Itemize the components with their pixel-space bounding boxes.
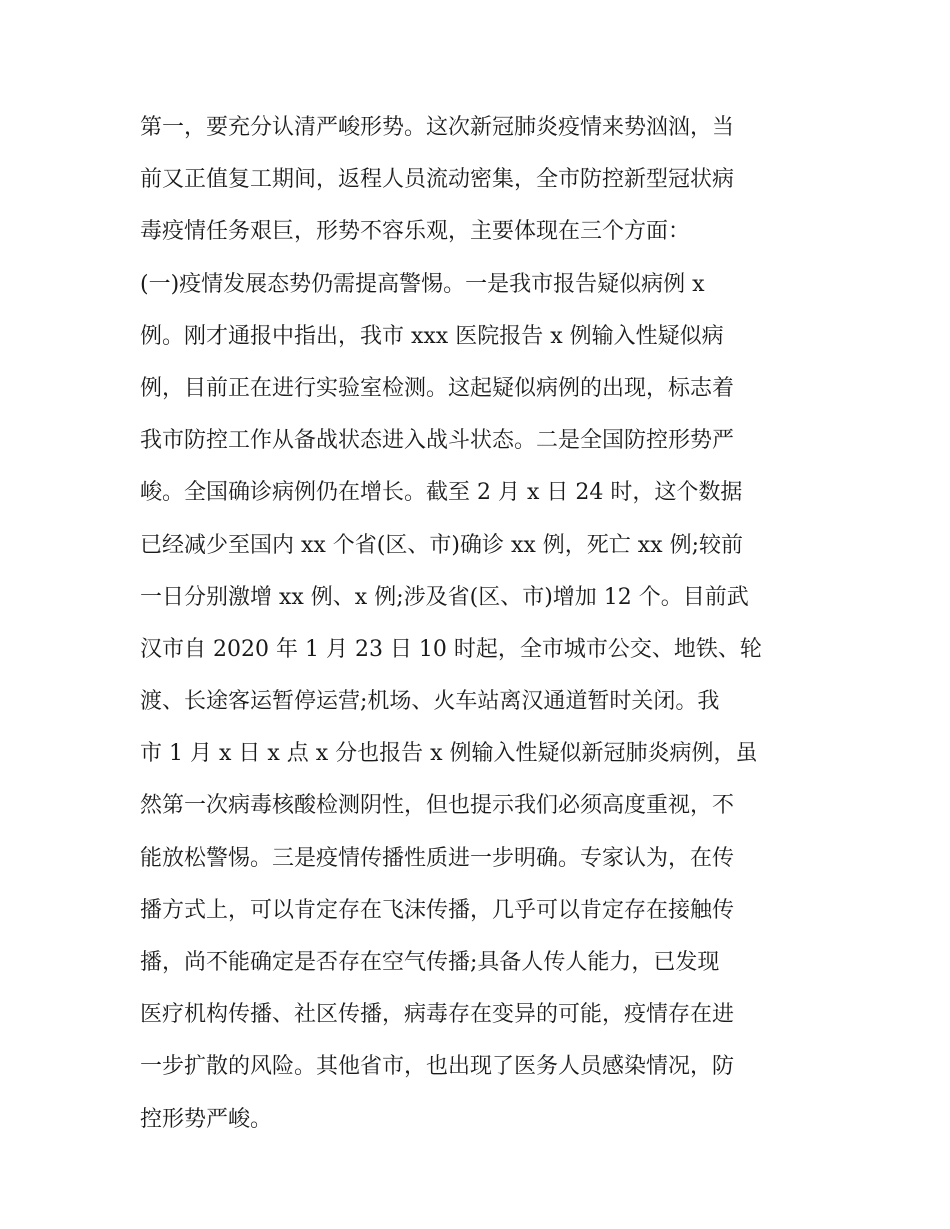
text-line: 一日分别激增 xx 例、x 例;涉及省(区、市)增加 12 个。目前武 (140, 584, 749, 610)
text-line: 控形势严峻。 (140, 1106, 273, 1132)
text-line: 峻。全国确诊病例仍在增长。截至 2 月 x 日 24 时，这个数据 (140, 480, 743, 506)
text-line: 医疗机构传播、社区传播，病毒存在变异的可能，疫情存在进 (140, 1002, 735, 1028)
text-line: 前又正值复工期间，返程人员流动密集，全市防控新型冠状病 (140, 167, 735, 193)
text-line: 例，目前正在进行实验室检测。这起疑似病例的出现，标志着 (140, 375, 735, 401)
text-line: 然第一次病毒核酸检测阴性，但也提示我们必须高度重视，不 (140, 793, 735, 819)
text-line: 第一，要充分认清严峻形势。这次新冠肺炎疫情来势汹汹，当 (140, 115, 735, 140)
text-line: 已经减少至国内 xx 个省(区、市)确诊 xx 例，死亡 xx 例;较前 (140, 532, 743, 558)
text-line: 汉市自 2020 年 1 月 23 日 10 时起，全市城市公交、地铁、轮 (140, 636, 762, 662)
text-line: 一步扩散的风险。其他省市，也出现了医务人员感染情况，防 (140, 1054, 735, 1080)
text-line: 市 1 月 x 日 x 点 x 分也报告 x 例输入性疑似新冠肺炎病例，虽 (140, 741, 758, 767)
text-line: 播，尚不能确定是否存在空气传播;具备人传人能力，已发现 (140, 950, 720, 975)
text-line: 我市防控工作从备战状态进入战斗状态。二是全国防控形势严 (140, 428, 735, 454)
text-line: 能放松警惕。三是疫情传播性质进一步明确。专家认为，在传 (140, 845, 735, 871)
text-line: 毒疫情任务艰巨，形势不容乐观，主要体现在三个方面： (140, 219, 691, 245)
text-line: 播方式上，可以肯定存在飞沫传播，几乎可以肯定存在接触传 (140, 897, 735, 923)
text-line: (一)疫情发展态势仍需提高警惕。一是我市报告疑似病例 x (140, 271, 705, 297)
text-line: 渡、长途客运暂停运营;机场、火车站离汉通道暂时关闭。我 (140, 689, 720, 715)
text-line: 例。刚才通报中指出，我市 xxx 医院报告 x 例输入性疑似病 (140, 323, 724, 349)
body-text (140, 108, 820, 1152)
